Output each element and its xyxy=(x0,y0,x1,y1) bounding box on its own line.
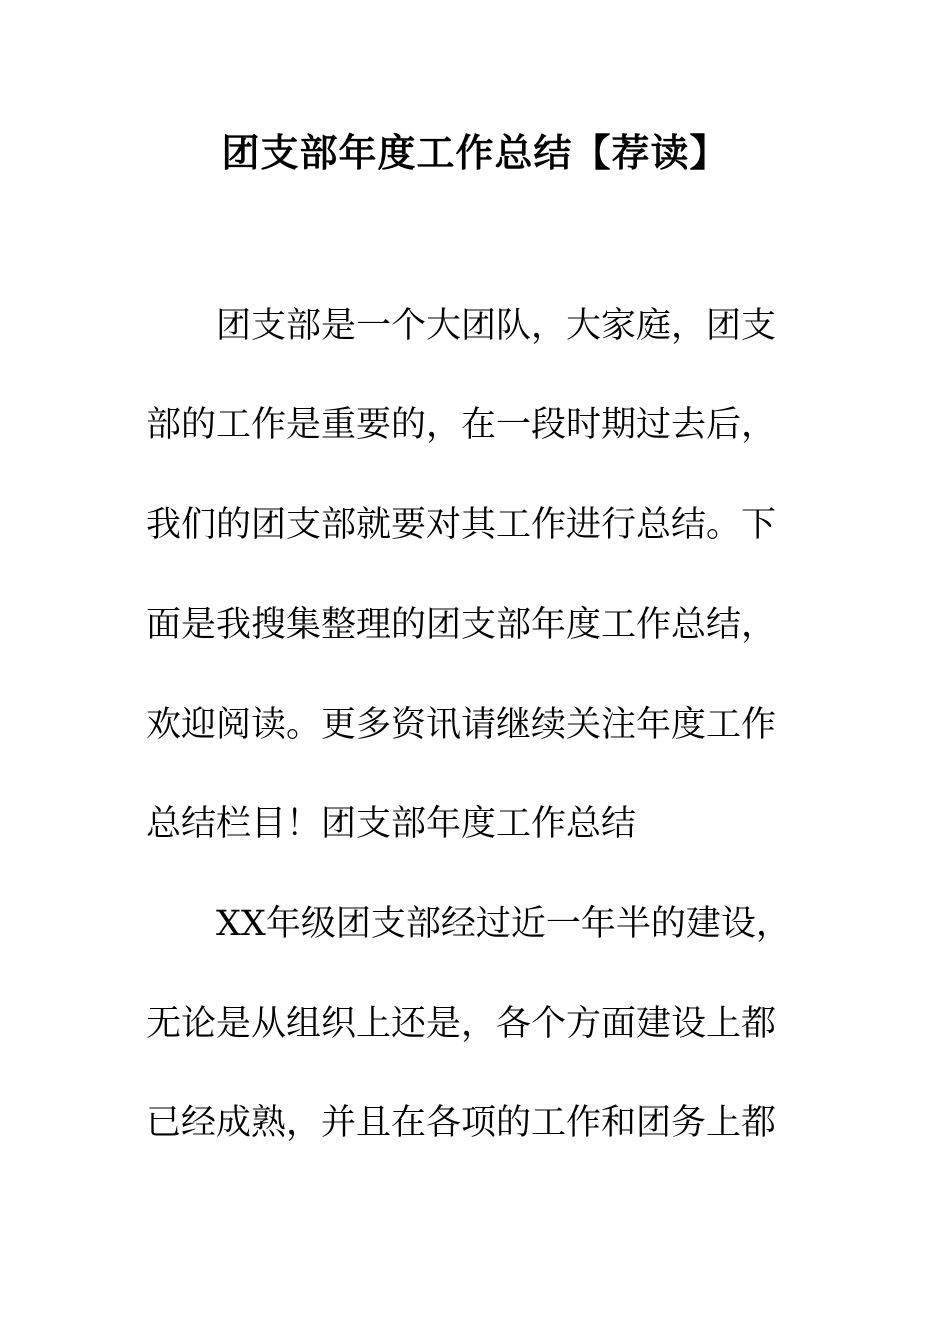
paragraph-1-line-6: 总结栏目！团支部年度工作总结 xyxy=(146,804,637,844)
paragraph-1-line-1: 团支部是一个大团队，大家庭，团支 xyxy=(216,306,777,346)
paragraph-2-line-1: XX年级团支部经过近一年半的建设， xyxy=(216,904,791,944)
document-title: 团支部年度工作总结【荐读】 xyxy=(221,130,729,175)
paragraph-1-line-5: 欢迎阅读。更多资讯请继续关注年度工作 xyxy=(146,705,777,745)
paragraph-1-line-4: 面是我搜集整理的团支部年度工作总结， xyxy=(146,605,777,645)
paragraph-2-line-3: 已经成熟，并且在各项的工作和团务上都 xyxy=(146,1103,777,1143)
paragraph-2-line-2: 无论是从组织上还是，各个方面建设上都 xyxy=(146,1004,777,1044)
paragraph-1-line-2: 部的工作是重要的，在一段时期过去后， xyxy=(146,405,777,445)
paragraph-1-line-3: 我们的团支部就要对其工作进行总结。下 xyxy=(146,505,777,545)
